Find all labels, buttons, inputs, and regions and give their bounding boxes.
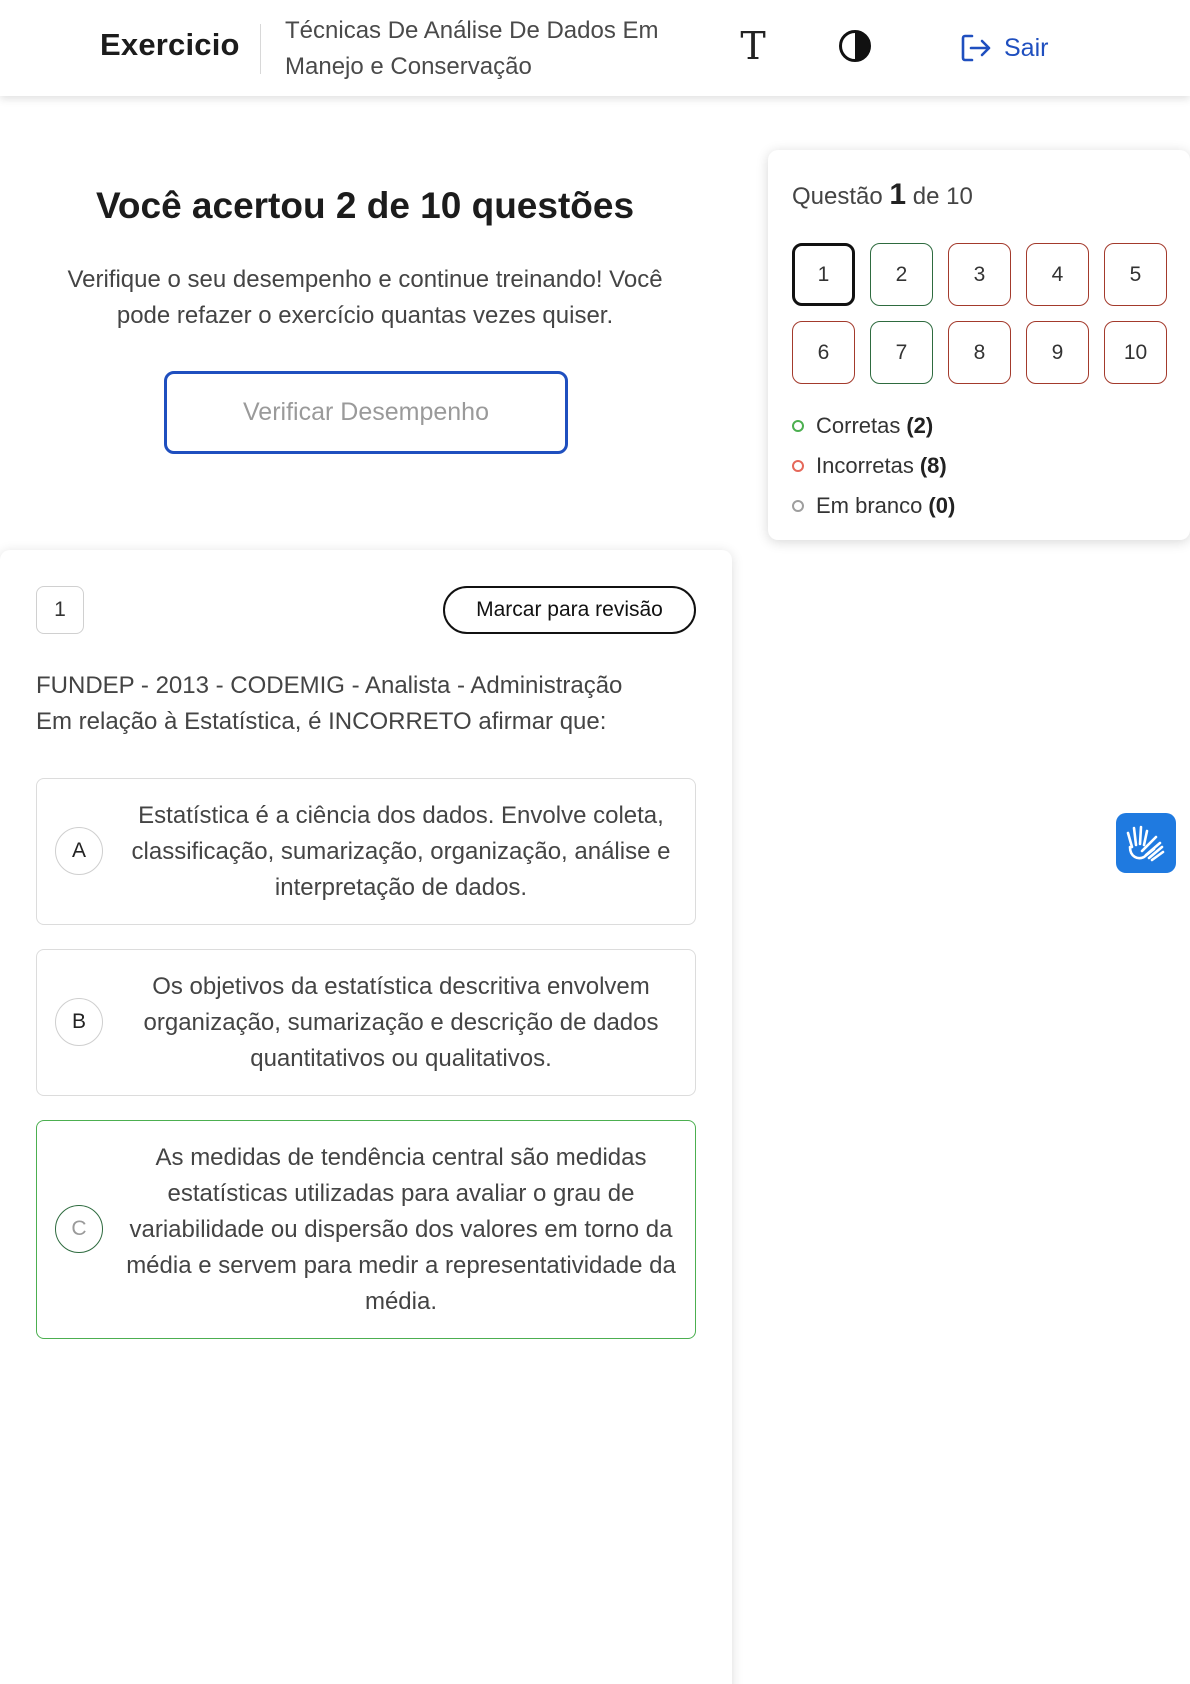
legend-item [792, 486, 955, 526]
question-nav-7[interactable]: 7 [870, 321, 933, 384]
question-source: FUNDEP - 2013 - CODEMIG - Analista - Administração [36, 672, 623, 699]
contrast-icon[interactable] [838, 29, 872, 63]
verify-performance-button[interactable]: Verificar Desempenho [164, 371, 568, 454]
question-nav-9[interactable]: 9 [1026, 321, 1089, 384]
result-subtitle: Verifique o seu desempenho e continue treinando! Você pode refazer o exercício quantas vezes quiser. [67, 266, 663, 329]
question-card [0, 550, 732, 1684]
legend-dot-icon [792, 420, 804, 432]
option-text: Os objetivos da estatística descritiva envolvem organização, sumarização e descrição de dados quantitativos ou qualitativos. [143, 973, 659, 1072]
legend-label: Incorretas [816, 453, 914, 478]
legend-item [792, 406, 955, 446]
option-b[interactable] [36, 949, 696, 1096]
logout-label: Sair [1004, 33, 1049, 62]
option-text: Estatística é a ciência dos dados. Envolve coleta, classificação, sumarização, organização, análise e interpretação de dados. [131, 802, 671, 901]
legend-item [792, 446, 955, 486]
result-title: Você acertou 2 de 10 questões [95, 185, 635, 226]
legend-count: (0) [928, 493, 956, 518]
legend-count: (8) [919, 453, 947, 478]
question-number-badge: 1 [36, 586, 84, 634]
navigator-current: 1 [889, 178, 907, 211]
legend-dot-icon [792, 460, 804, 472]
question-navigator [768, 150, 1190, 540]
navigator-heading [792, 178, 973, 212]
question-nav-6[interactable]: 6 [792, 321, 855, 384]
option-a[interactable] [36, 778, 696, 925]
option-text: As medidas de tendência central são medidas estatísticas utilizadas para avaliar o grau de variabilidade ou dispersão dos valores em torno da média e servem para medir a representatividade da média. [126, 1144, 676, 1315]
question-stem: Em relação à Estatística, é INCORRETO afirmar que: [36, 708, 607, 735]
question-nav-4[interactable]: 4 [1026, 243, 1089, 306]
navigator-suffix: de 10 [912, 183, 973, 210]
course-title: Técnicas De Análise De Dados Em Manejo e Conservação [285, 17, 659, 80]
question-nav-3[interactable]: 3 [948, 243, 1011, 306]
option-letter: B [55, 998, 103, 1046]
logout-icon [960, 33, 992, 63]
question-nav-8[interactable]: 8 [948, 321, 1011, 384]
font-size-icon[interactable]: T [740, 24, 766, 68]
question-grid [792, 243, 1167, 384]
sign-language-button[interactable] [1116, 813, 1176, 873]
option-letter: A [55, 827, 103, 875]
question-nav-5[interactable]: 5 [1104, 243, 1167, 306]
option-c[interactable] [36, 1120, 696, 1339]
mark-for-review-button[interactable]: Marcar para revisão [443, 586, 696, 634]
question-nav-2[interactable]: 2 [870, 243, 933, 306]
legend-label: Em branco [816, 493, 923, 518]
legend-dot-icon [792, 500, 804, 512]
sign-language-icon [1116, 813, 1176, 873]
question-nav-10[interactable]: 10 [1104, 321, 1167, 384]
result-legend [792, 406, 955, 526]
header-divider [260, 24, 261, 74]
navigator-prefix: Questão [792, 183, 883, 210]
top-header [0, 0, 1190, 96]
logout-button[interactable] [960, 30, 1048, 66]
question-nav-1[interactable]: 1 [792, 243, 855, 306]
option-letter: C [55, 1205, 103, 1253]
legend-label: Corretas [816, 413, 901, 438]
legend-count: (2) [906, 413, 934, 438]
brand-title: Exercicio [100, 27, 240, 62]
